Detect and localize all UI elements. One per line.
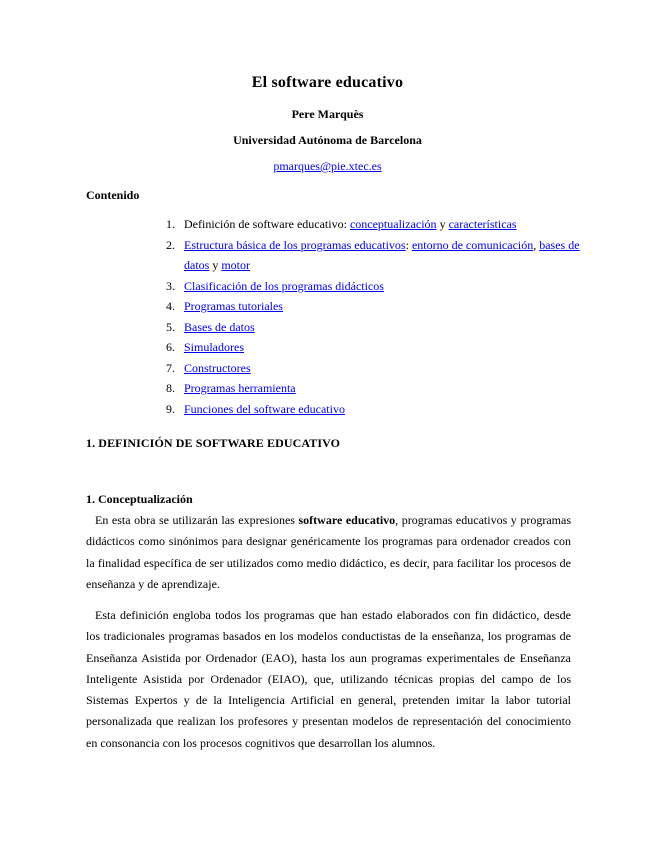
paragraph-1-after: , programas educativos y programas didácticos como sinónimos para designar genéricamente los programas para ordenador creados con la finalidad específica de ser utilizados como medio didáctico, es decir, para facilitar los procesos de enseñanza y de aprendizaje. [86, 513, 571, 591]
toc-link[interactable]: Funciones del software educativo [184, 401, 345, 416]
toc-item [160, 317, 580, 338]
paragraph-1-before: En esta obra se utilizarán las expresiones [95, 513, 299, 527]
toc-item-number: 6. [166, 340, 175, 354]
toc-item-number: 5. [166, 319, 175, 334]
toc-item [160, 296, 580, 317]
author-affiliation: Universidad Autónoma de Barcelona [233, 133, 422, 147]
paragraph-1 [86, 510, 571, 595]
toc-link[interactable]: entorno de comunicación [411, 237, 534, 252]
toc-link[interactable]: Constructores [184, 360, 251, 375]
toc-item [160, 358, 580, 379]
email-link[interactable]: pmarques@pie.xtec.es [273, 159, 382, 173]
toc-item [160, 235, 580, 276]
document-title: El software educativo [251, 74, 404, 91]
paragraph-1-bold-term: software educativo [298, 513, 396, 527]
toc-item [160, 214, 580, 235]
toc-item-number: 4. [166, 299, 175, 313]
table-of-contents [160, 214, 580, 419]
email-line [0, 159, 655, 174]
toc-link[interactable]: Simuladores [184, 340, 244, 354]
toc-link[interactable]: Programas tutoriales [184, 299, 283, 313]
toc-item-number: 8. [166, 381, 175, 395]
toc-link[interactable]: Estructura básica de los programas educativos [184, 237, 406, 252]
toc-link[interactable]: Clasificación de los programas didácticos [184, 278, 384, 293]
toc-item-number: 7. [166, 360, 175, 375]
toc-text: y [209, 258, 222, 272]
toc-text: y [436, 217, 449, 231]
toc-text: , [533, 237, 540, 252]
toc-item-number: 3. [166, 278, 175, 293]
toc-link[interactable]: Programas herramienta [184, 381, 296, 395]
toc-link[interactable]: conceptualización [349, 217, 437, 231]
toc-link[interactable]: características [448, 217, 517, 231]
toc-item [160, 337, 580, 358]
toc-item-number: 9. [166, 401, 175, 416]
toc-link[interactable]: bases de datos [184, 237, 580, 272]
toc-text: : [405, 237, 412, 252]
section-heading: 1. DEFINICIÓN DE SOFTWARE EDUCATIVO [86, 436, 341, 450]
toc-item-number: 2. [166, 237, 175, 252]
toc-link[interactable]: motor [221, 258, 251, 272]
toc-item [160, 276, 580, 297]
toc-item [160, 399, 580, 420]
toc-item-number: 1. [166, 217, 175, 231]
paragraph-2: Esta definición engloba todos los programas que han estado elaborados con fin didáctico, desde los tradicionales programas basados en los modelos conductistas de la enseñanza, los programas de Enseñanza Asistida por Ordenador (EAO), hasta los aun programas experimentales de Enseñanza Inteligente Asistida por Ordenador (EIAO), que, utilizando técnicas propias del campo de los Sistemas Expertos y de la Inteligencia Artificial en general, pretenden imitar la labor tutorial personalizada que realizan los profesores y presentan modelos de representación del conocimiento en consonancia con los procesos cognitivos que desarrollan los alumnos. [86, 608, 571, 750]
toc-item [160, 378, 580, 399]
toc-text: Definición de software educativo: [184, 217, 350, 231]
subsection-heading: 1. Conceptualización [86, 492, 193, 506]
contents-heading: Contenido [86, 188, 140, 202]
toc-link[interactable]: Bases de datos [184, 319, 255, 334]
author-name: Pere Marquès [291, 107, 364, 121]
